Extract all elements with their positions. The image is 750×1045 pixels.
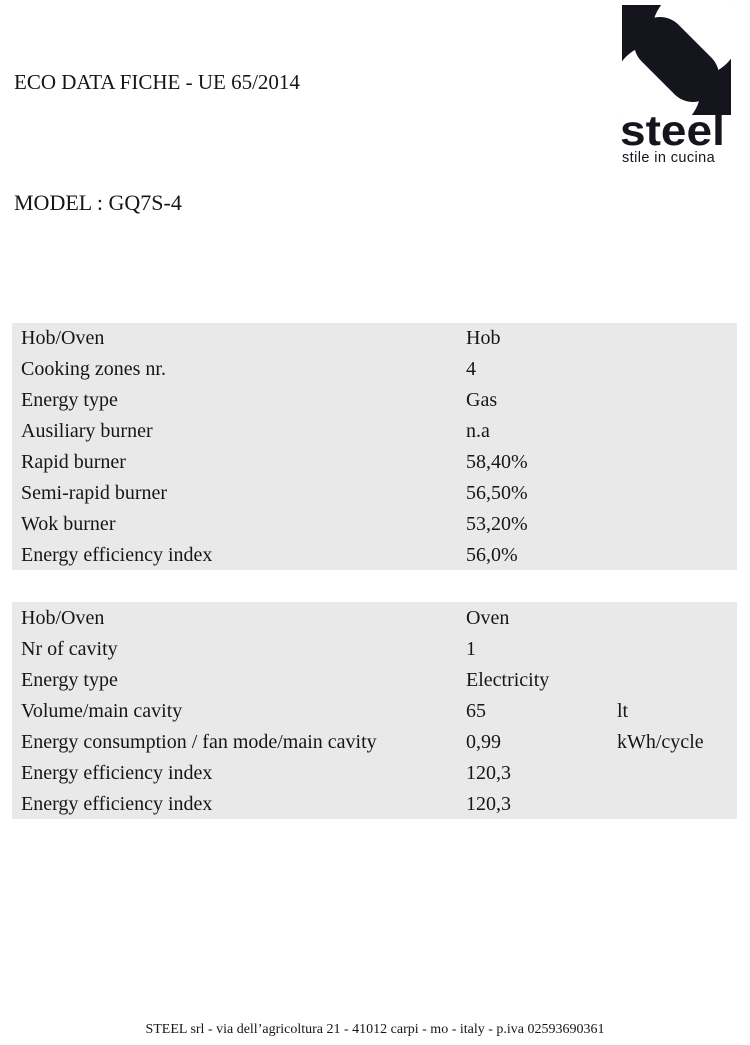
footer-company-info: STEEL srl - via dell’agricoltura 21 - 41012 carpi - mo - italy - p.iva 02593690361 <box>145 1022 605 1037</box>
model-label: MODEL : GQ7S-4 <box>14 190 182 215</box>
row-value: Oven <box>466 606 510 629</box>
table-row <box>12 726 737 757</box>
row-label: Energy efficiency index <box>21 543 213 566</box>
row-value: Electricity <box>466 668 550 691</box>
table-row <box>12 354 737 385</box>
row-value: 58,40% <box>466 450 528 473</box>
row-value: 0,99 <box>466 730 501 753</box>
row-unit: lt <box>617 699 629 722</box>
row-label: Hob/Oven <box>21 327 105 350</box>
row-label: Ausiliary burner <box>21 420 153 443</box>
table-row <box>12 633 737 664</box>
row-label: Energy efficiency index <box>21 792 213 815</box>
table-row <box>12 788 737 819</box>
table-row <box>12 447 737 478</box>
row-label: Semi-rapid burner <box>21 481 168 504</box>
row-label: Wok burner <box>21 512 116 535</box>
table-row <box>12 664 737 695</box>
row-label: Hob/Oven <box>21 606 105 629</box>
row-unit: kWh/cycle <box>617 730 704 753</box>
row-label: Energy efficiency index <box>21 761 213 784</box>
document-title: ECO DATA FICHE - UE 65/2014 <box>14 70 300 94</box>
row-value: 4 <box>466 358 476 381</box>
row-value: Hob <box>466 327 501 350</box>
row-value: 56,50% <box>466 481 528 504</box>
steel-logo <box>622 5 742 165</box>
row-label: Cooking zones nr. <box>21 358 166 381</box>
row-label: Energy type <box>21 668 118 691</box>
steel-logo-tagline: stile in cucina <box>622 150 716 166</box>
row-label: Energy type <box>21 389 118 412</box>
steel-logo-wordmark: steel <box>620 106 725 155</box>
row-label: Rapid burner <box>21 450 126 473</box>
table-row <box>12 385 737 416</box>
row-value: 53,20% <box>466 512 528 535</box>
table-row <box>12 477 737 508</box>
table-row <box>12 602 737 633</box>
table-row <box>12 695 737 726</box>
row-value: Gas <box>466 389 498 412</box>
row-label: Volume/main cavity <box>21 699 183 722</box>
table-row <box>12 539 737 570</box>
row-value: 65 <box>466 699 486 722</box>
row-value: 120,3 <box>466 761 511 784</box>
table-row <box>12 323 737 354</box>
row-value: n.a <box>466 420 490 443</box>
row-value: 1 <box>466 637 476 660</box>
oven-data-table <box>12 602 737 819</box>
table-row <box>12 757 737 788</box>
row-label: Nr of cavity <box>21 637 118 660</box>
row-label: Energy consumption / fan mode/main cavity <box>21 730 377 753</box>
steel-logo-mark-icon <box>622 5 731 115</box>
table-row <box>12 416 737 447</box>
row-value: 120,3 <box>466 792 511 815</box>
row-value: 56,0% <box>466 543 518 566</box>
table-row <box>12 508 737 539</box>
hob-data-table <box>12 323 737 570</box>
